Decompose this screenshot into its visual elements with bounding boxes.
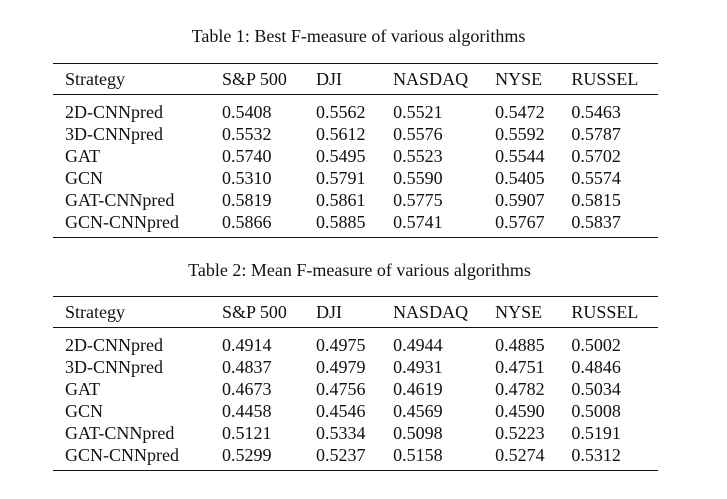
table1-value-cell: 0.5866 <box>222 211 316 238</box>
table1-value-cell: 0.5741 <box>393 211 495 238</box>
table2-value-cell: 0.4885 <box>495 335 545 355</box>
table1-caption: Table 1: Best F-measure of various algorithms <box>191 26 526 46</box>
table2-value-cell: 0.4975 <box>315 335 366 355</box>
table2-value-cell: 0.4458 <box>222 401 272 421</box>
table2-row <box>53 378 658 400</box>
table2-value-cell: 0.5002 <box>571 335 621 355</box>
table1-row <box>53 95 658 124</box>
table2-value-cell: 0.5034 <box>571 379 621 399</box>
table2-value-cell: 0.4931 <box>393 357 443 377</box>
table2-strategy-cell: 3D-CNNpred <box>65 357 163 377</box>
table2-row <box>53 444 658 471</box>
table2-strategy-cell: GAT <box>65 379 100 399</box>
table2-value-cell: 0.4569 <box>393 401 443 421</box>
table2-value-cell: 0.5121 <box>222 423 272 443</box>
table1-value-cell: 0.5408 <box>222 102 272 122</box>
table2-header-cell: Strategy <box>53 297 222 328</box>
table1 <box>53 63 658 238</box>
table2-row <box>53 328 658 357</box>
table1-row <box>53 123 658 145</box>
table2-caption: Table 2: Mean F-measure of various algorithms <box>188 260 531 280</box>
table2-strategy-cell: 2D-CNNpred <box>65 335 163 355</box>
table2-value-cell: 0.5191 <box>571 423 621 443</box>
table1-value-cell: 0.5472 <box>495 102 545 122</box>
table2-value-cell: 0.5223 <box>495 423 545 443</box>
table1-value-cell: 0.5767 <box>495 211 571 238</box>
table2-header-cell: RUSSEL <box>571 297 658 328</box>
table1-body <box>53 95 658 238</box>
table2-value-cell: 0.4837 <box>222 357 272 377</box>
table1-strategy-cell: GAT-CNNpred <box>65 190 175 210</box>
table1-value-cell: 0.5819 <box>222 190 272 210</box>
table1-strategy-cell: 2D-CNNpred <box>65 102 163 122</box>
table1-row <box>53 145 658 167</box>
table1-value-cell: 0.5562 <box>315 102 366 122</box>
table1-value-cell: 0.5590 <box>393 168 443 188</box>
table2-value-cell: 0.4914 <box>222 335 272 355</box>
table2-value-cell: 0.4944 <box>393 335 443 355</box>
table2-value-cell: 0.5158 <box>393 444 495 471</box>
table1-value-cell: 0.5576 <box>393 124 443 144</box>
table2-value-cell: 0.4979 <box>315 357 366 377</box>
table1-row <box>53 167 658 189</box>
table2-row <box>53 422 658 444</box>
table2-value-cell: 0.5312 <box>571 444 658 471</box>
table2-value-cell: 0.5008 <box>571 401 621 421</box>
table2-value-cell: 0.5299 <box>222 444 316 471</box>
table1-value-cell: 0.5740 <box>222 146 272 166</box>
table2-row <box>53 400 658 422</box>
table1-value-cell: 0.5791 <box>315 168 366 188</box>
table1-value-cell: 0.5815 <box>571 190 621 210</box>
table1-header-cell: NASDAQ <box>393 64 495 95</box>
table2-value-cell: 0.5098 <box>393 423 443 443</box>
table2-value-cell: 0.4756 <box>315 379 366 399</box>
table1-header-row <box>53 64 658 95</box>
table1-value-cell: 0.5495 <box>315 146 366 166</box>
table2-header-row <box>53 297 658 328</box>
table1-value-cell: 0.5405 <box>495 168 545 188</box>
table1-header-cell: DJI <box>316 64 393 95</box>
table2-row <box>53 356 658 378</box>
table2-value-cell: 0.5274 <box>495 444 571 471</box>
table1-value-cell: 0.5907 <box>495 190 545 210</box>
table1-value-cell: 0.5861 <box>315 190 366 210</box>
table2-value-cell: 0.4619 <box>393 379 443 399</box>
table2-value-cell: 0.5334 <box>315 423 366 443</box>
table1-value-cell: 0.5310 <box>222 168 272 188</box>
table1-value-cell: 0.5702 <box>571 146 621 166</box>
table2-value-cell: 0.4751 <box>495 357 545 377</box>
table2-header-cell: S&P 500 <box>222 297 316 328</box>
table1-strategy-cell: GCN-CNNpred <box>53 211 222 238</box>
table1-strategy-cell: GCN <box>65 168 104 188</box>
table2-header-cell: DJI <box>316 297 393 328</box>
table1-row <box>53 211 658 238</box>
table1-header-cell: RUSSEL <box>571 64 658 95</box>
table1-value-cell: 0.5592 <box>495 124 545 144</box>
table1-value-cell: 0.5523 <box>393 146 443 166</box>
table2-value-cell: 0.4782 <box>495 379 545 399</box>
table2-strategy-cell: GCN <box>65 401 104 421</box>
table1-strategy-cell: 3D-CNNpred <box>65 124 163 144</box>
table1-header-cell: S&P 500 <box>222 64 316 95</box>
table1-value-cell: 0.5574 <box>571 168 621 188</box>
table1-value-cell: 0.5521 <box>393 102 443 122</box>
table2-strategy-cell: GAT-CNNpred <box>65 423 175 443</box>
table1-value-cell: 0.5787 <box>571 124 621 144</box>
table1-value-cell: 0.5775 <box>393 190 443 210</box>
table2-body <box>53 328 658 471</box>
table2-value-cell: 0.5237 <box>316 444 393 471</box>
table1-value-cell: 0.5885 <box>316 211 393 238</box>
table1-row <box>53 189 658 211</box>
table1-value-cell: 0.5532 <box>222 124 272 144</box>
table2-value-cell: 0.4590 <box>495 401 545 421</box>
table2-header-cell: NYSE <box>495 297 571 328</box>
table2-header-cell: NASDAQ <box>393 297 495 328</box>
table1-header-cell: Strategy <box>53 64 222 95</box>
table1-header-cell: NYSE <box>495 64 571 95</box>
table2-value-cell: 0.4546 <box>315 401 366 421</box>
table1-value-cell: 0.5463 <box>571 102 621 122</box>
table2-strategy-cell: GCN-CNNpred <box>53 444 222 471</box>
table1-strategy-cell: GAT <box>65 146 100 166</box>
table2 <box>53 296 658 471</box>
table2-value-cell: 0.4846 <box>571 357 621 377</box>
table1-value-cell: 0.5544 <box>495 146 545 166</box>
table2-value-cell: 0.4673 <box>222 379 272 399</box>
table1-value-cell: 0.5837 <box>571 211 658 238</box>
table1-value-cell: 0.5612 <box>315 124 366 144</box>
